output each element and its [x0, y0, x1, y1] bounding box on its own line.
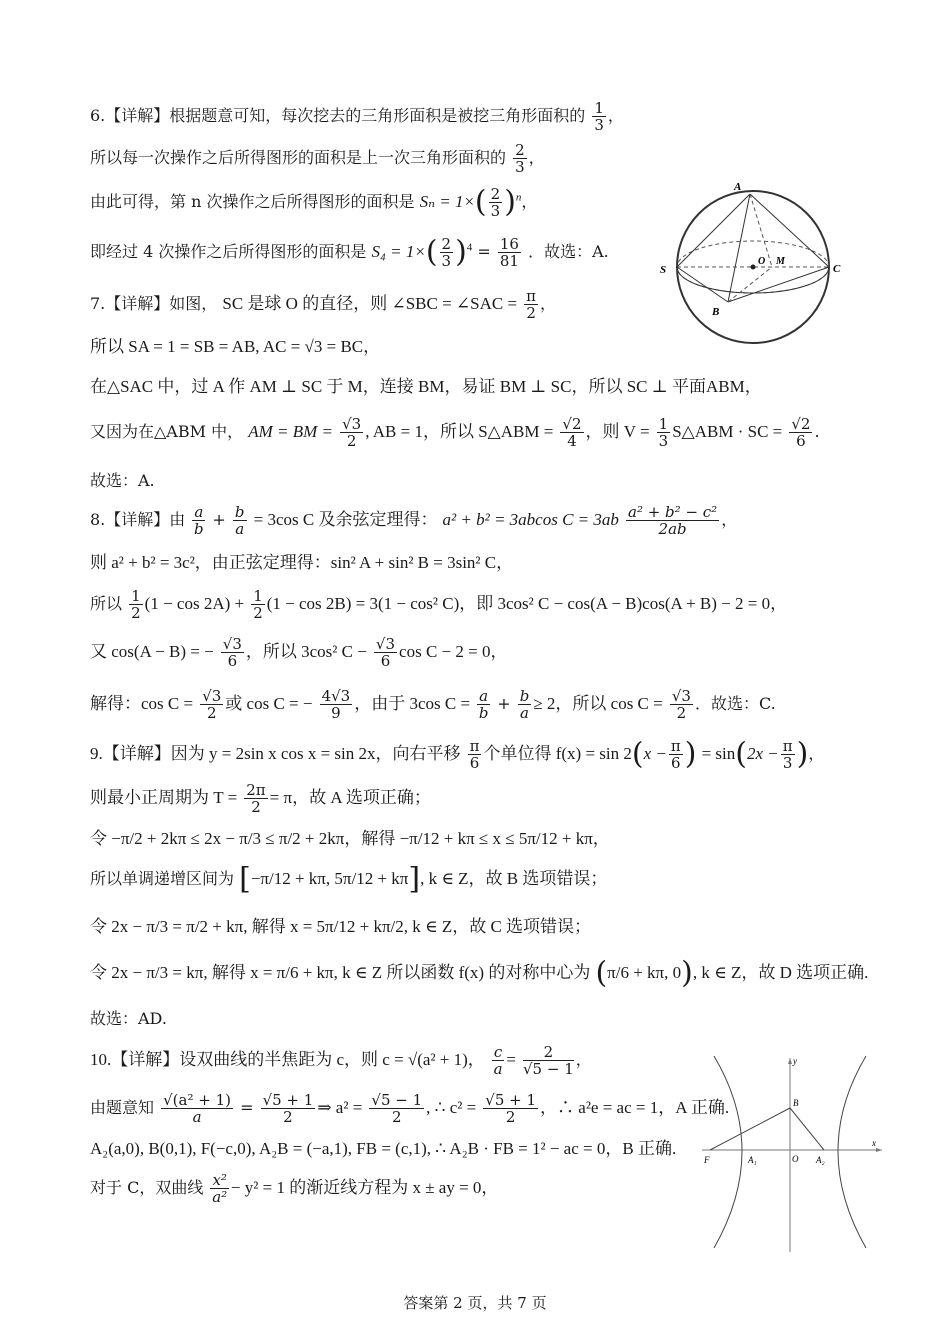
p6-line2: 所以每一次操作之后所得图形的面积是上一次三角形面积的 $\frac{2}{3}$ ，	[90, 141, 545, 176]
segment-BA2	[790, 1108, 824, 1150]
p8-line3: 所以 $\frac{1}{2}$ (1 − cos 2A) + $\frac{1}{2}$ (1 − cos 2B) = 3(1 − cos² C)，即 3cos² C − cos(A − B)cos(A + B) − 2 = 0，	[90, 587, 788, 622]
label-A: A	[734, 181, 742, 193]
p9-line4: 所以单调递增区间为 [−π/12 + kπ, 5π/12 + kπ], k ∈ Z，故 B 选项错误；	[90, 861, 608, 897]
p10-line2: 由题意知 $\frac{\text{√(a² + 1)}}{a}$ = $\frac{√5 + 1}{2}$ ⇒ a² = $\frac{√5 - 1}{2}$ , ∴ c² = $\frac{√5 + 1}{2}$ ，∴ a²e = ac = 1，A 正确.	[90, 1091, 730, 1126]
hyperbola-figure	[700, 1052, 890, 1254]
p7-answer: 故选：A.	[90, 471, 155, 490]
p7-line2: 所以 SA = 1 = SB = AB, AC = √3 = BC，	[90, 337, 381, 356]
edge-AS	[677, 194, 750, 267]
p10-line3: A₂(a,0), B(0,1), F(−c,0), A₂B = (−a,1), FB = (c,1), ∴ A₂B · FB = 1² − ac = 0，B 正确.	[90, 1139, 677, 1158]
edge-BC	[728, 267, 829, 302]
label-M: M	[776, 256, 785, 267]
label-x: x	[872, 1138, 876, 1148]
sphere-figure	[660, 172, 850, 352]
edge-SB	[677, 267, 728, 302]
fraction-16-81: $\frac{16}{81}$	[499, 235, 519, 270]
edge-BM	[728, 267, 772, 302]
p9-line1: 9.【详解】因为 y = 2sin x cos x = sin 2x，向右平移 $\frac{\pi}{6}$ 个单位得 f(x) = sin 2(x − $\frac{\pi}{6}$ ) = sin(2x − $\frac{\pi}{3}$ )，	[90, 736, 825, 772]
edge-AB	[728, 194, 750, 302]
p9-line2: 则最小正周期为 T = $\frac{2\pi}{2}$ = π，故 A 选项正确；	[90, 781, 431, 816]
p7-line1: 7.【详解】如图， SC 是球 O 的直径，则 ∠SBC = ∠SAC = $\frac{\pi}{2}$ ，	[90, 287, 557, 322]
p10-line4: 对于 C，双曲线 $\frac{\text{x²}}{\text{a²}}$ − y² = 1 的渐近线方程为 x ± ay = 0，	[90, 1171, 499, 1206]
p8-line2: 则 a² + b² = 3c²，由正弦定理得：sin² A + sin² B = 3sin² C，	[90, 553, 514, 572]
equator-front	[677, 267, 829, 293]
fraction-1-3: $\frac{1}{3}$	[594, 99, 604, 134]
p6-line4: 即经过 4 次操作之后所得图形的面积是 S₄ = 1×( $\frac{2}{3}$ )$^4$ = $\frac{16}{81}$ ．故选：A.	[90, 234, 609, 270]
p10-line1: 10.【详解】设双曲线的半焦距为 c，则 c = √(a² + 1)， $\frac{c}{a}$ = $\frac{2}{√5 - 1}$ ，	[90, 1043, 592, 1078]
label-S: S	[660, 264, 667, 276]
p8-line4: 又 cos(A − B) = − $\frac{√3}{6}$ ，所以 3cos² C − $\frac{√3}{6}$ cos C − 2 = 0，	[90, 635, 508, 670]
fraction-2-3: $\frac{2}{3}$	[515, 141, 525, 176]
label-A1: A₁	[748, 1155, 757, 1165]
label-B: B	[712, 306, 720, 318]
label-O: O	[792, 1154, 799, 1164]
fraction-pi-2: $\frac{\pi}{2}$	[526, 287, 537, 322]
p8-line5: 解得：cos C = $\frac{√3}{2}$ 或 cos C = − $\frac{4√3}{9}$ ，由于 3cos C = $\frac{a}{b}$ + $\frac{b}{a}$ ≥ 2，所以 cos C = $\frac{√3}{2}$ ．故选：C.	[90, 687, 776, 722]
p6-line1: 6.【详解】根据题意可知，每次挖去的三角形面积是被挖三角形面积的 $\frac{1}{3}$ ，	[90, 99, 624, 134]
p9-answer: 故选：AD.	[90, 1009, 167, 1028]
label-F: F	[704, 1155, 710, 1165]
p9-line5: 令 2x − π/3 = π/2 + kπ, 解得 x = 5π/12 + kπ/2, k ∈ Z，故 C 选项错误；	[90, 917, 592, 936]
p9-line6: 令 2x − π/3 = kπ, 解得 x = π/6 + kπ, k ∈ Z 所以函数 f(x) 的对称中心为 (π/6 + kπ, 0), k ∈ Z，故 D 选项正确.	[90, 955, 869, 991]
hyperbola-left-branch	[714, 1056, 742, 1248]
label-y: y	[793, 1056, 797, 1066]
label-C: C	[833, 263, 841, 275]
label-B: B	[793, 1098, 799, 1108]
label-O: O	[758, 256, 766, 267]
p7-line3: 在△SAC 中，过 A 作 AM ⊥ SC 于 M，连接 BM，易证 BM ⊥ SC，所以 SC ⊥ 平面ABM，	[90, 377, 762, 396]
page-footer: 答案第 2 页，共 7 页	[403, 1294, 547, 1312]
label-A2: A₂	[816, 1155, 825, 1165]
p9-line3: 令 −π/2 + 2kπ ≤ 2x − π/3 ≤ π/2 + 2kπ，解得 −π/12 + kπ ≤ x ≤ 5π/12 + kπ，	[90, 829, 610, 848]
p6-line3: 由此可得，第 n 次操作之后所得图形的面积是 Sₙ = 1×( $\frac{2}{3}$ )$^n$，	[90, 184, 538, 220]
center-point	[751, 265, 756, 270]
p7-line4: 又因为在△ABM 中， AM = BM = $\frac{√3}{2}$ , AB = 1，所以 S△ABM = $\frac{√2}{4}$ ，则 V = $\frac{1}{3}$ S△ABM · SC = $\frac{√2}{6}$ .	[90, 415, 820, 450]
segment-FB	[710, 1108, 790, 1150]
p8-line1: 8.【详解】由 $\frac{a}{b}$ + $\frac{b}{a}$ = 3cos C 及余弦定理得： a² + b² = 3abcos C = 3ab $\frac{\text{a² + b² − c²}}{2ab}$ ，	[90, 503, 738, 538]
hyperbola-right-branch	[838, 1056, 866, 1248]
